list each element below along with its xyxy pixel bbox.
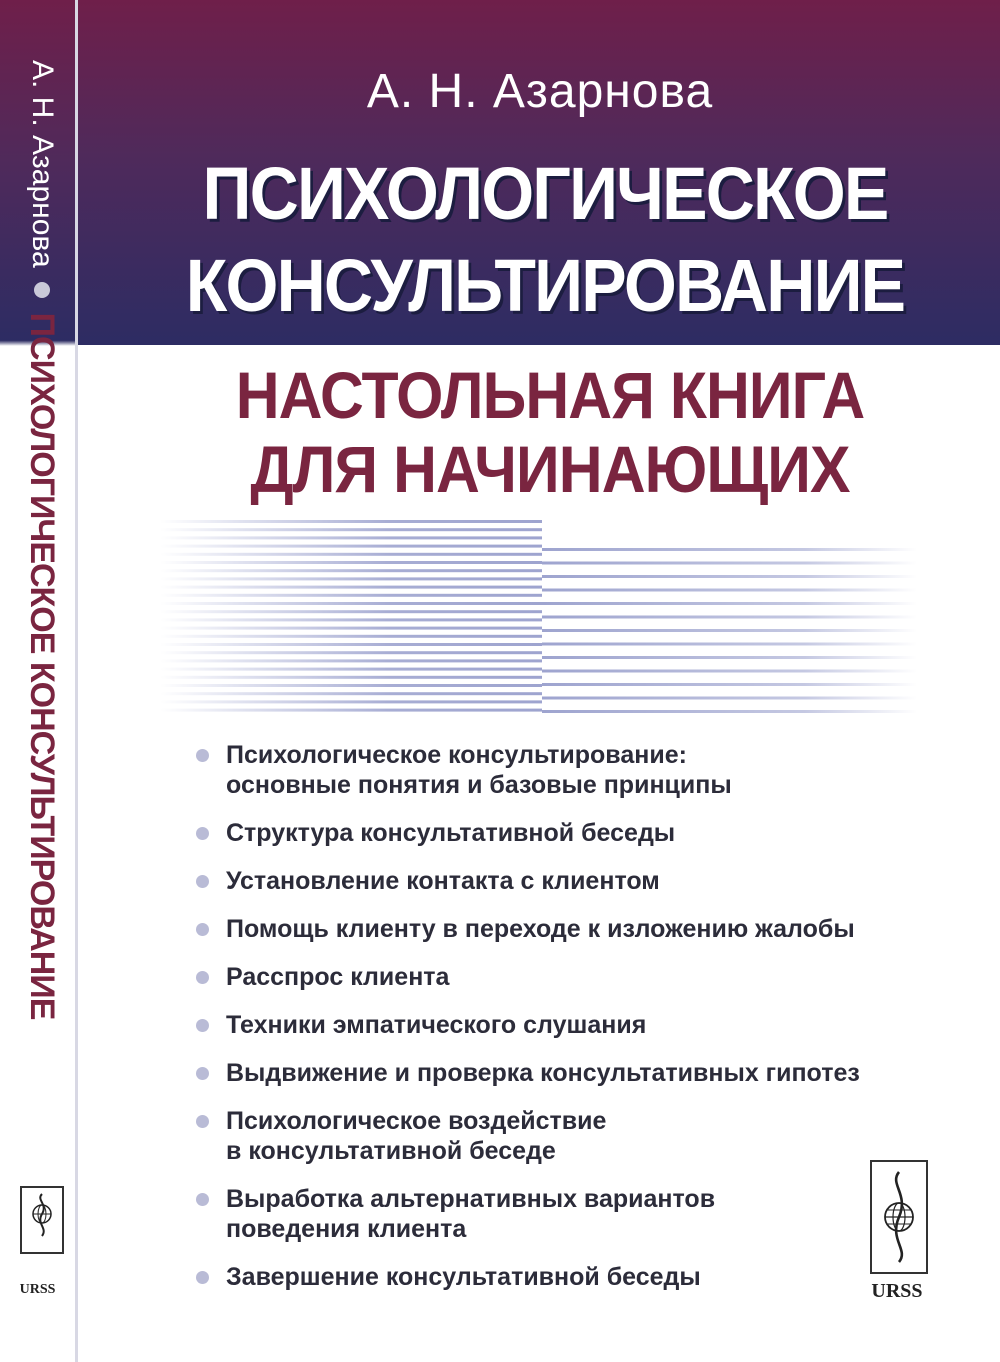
stripe-right (542, 710, 917, 713)
author-name: А. Н. Азарнова (366, 65, 714, 118)
bullet-dot-icon (196, 971, 209, 984)
contents-list (190, 740, 930, 1310)
stripe-left (160, 586, 542, 589)
stripe-right (542, 562, 917, 565)
stripe-left (160, 651, 542, 654)
spine-title: ПСИХОЛОГИЧЕСКОЕ КОНСУЛЬТИРОВАНИЕ (23, 312, 61, 1020)
book-spine (0, 0, 78, 1362)
stripe-right (542, 589, 917, 592)
contents-item-line-2: в консультативной беседе (226, 1137, 556, 1165)
bullet-dot-icon (196, 1115, 209, 1128)
stripe-left (160, 528, 542, 531)
stripe-left (160, 684, 542, 687)
book-title (163, 148, 927, 332)
bullet-dot-icon (196, 875, 209, 888)
contents-item-line-1: Расспрос клиента (226, 963, 450, 991)
bullet-dot-icon (196, 749, 209, 762)
urss-globe-icon (22, 1188, 62, 1252)
stripe-left (160, 553, 542, 556)
stripe-left (160, 545, 542, 548)
contents-item (190, 1106, 930, 1166)
stripe-left (160, 659, 542, 662)
contents-item-line-2: основные понятия и базовые принципы (226, 771, 732, 799)
decorative-stripes (160, 520, 920, 725)
stripe-right (542, 602, 917, 605)
contents-item-line-1: Психологическое консультирование: (226, 741, 687, 769)
stripe-left (160, 577, 542, 580)
contents-item-line-1: Завершение консультативной беседы (226, 1263, 701, 1291)
contents-item-line-1: Выработка альтернативных вариантов (226, 1185, 716, 1213)
stripe-left (160, 692, 542, 695)
stripe-left (160, 569, 542, 572)
contents-item-line-2: поведения клиента (226, 1215, 467, 1243)
stripe-left (160, 602, 542, 605)
stripe-right (542, 670, 917, 673)
stripe-left (160, 709, 542, 712)
book-subtitle (164, 358, 937, 506)
stripe-left (160, 635, 542, 638)
contents-item-line-1: Установление контакта с клиентом (226, 867, 660, 895)
publisher-logo-text: URSS (871, 1280, 923, 1302)
stripe-right (542, 643, 917, 646)
contents-item (190, 1262, 930, 1292)
stripe-right (542, 697, 917, 700)
spine-text (22, 60, 61, 1019)
stripe-right (542, 629, 917, 632)
title-line-2: КОНСУЛЬТИРОВАНИЕ (185, 244, 905, 327)
stripe-left (160, 610, 542, 613)
stripe-left (160, 676, 542, 679)
stripe-right (542, 656, 917, 659)
stripe-left (160, 594, 542, 597)
contents-item (190, 740, 930, 800)
stripe-right (542, 683, 917, 686)
contents-item-line-1: Структура консультативной беседы (226, 819, 676, 847)
stripe-left (160, 668, 542, 671)
stripe-right (542, 548, 917, 551)
urss-globe-icon (872, 1162, 926, 1272)
contents-item (190, 818, 930, 848)
subtitle-line-1: НАСТОЛЬНАЯ КНИГА (235, 358, 865, 432)
contents-item (190, 914, 930, 944)
contents-item (190, 866, 930, 896)
spine-separator-dot (34, 282, 50, 298)
contents-item (190, 962, 930, 992)
contents-item (190, 1184, 930, 1244)
bullet-dot-icon (196, 1271, 209, 1284)
bullet-dot-icon (196, 1019, 209, 1032)
contents-item-line-1: Техники эмпатического слушания (226, 1011, 647, 1039)
stripe-right (542, 616, 917, 619)
stripe-left (160, 618, 542, 621)
contents-item-line-1: Психологическое воздействие (226, 1107, 607, 1135)
spine-author: А. Н. Азарнова (26, 60, 59, 268)
spine-logo-text: URSS (19, 1282, 56, 1297)
stripe-left (160, 536, 542, 539)
stripe-left (160, 627, 542, 630)
stripe-right (542, 575, 917, 578)
bullet-dot-icon (196, 1067, 209, 1080)
stripe-left (160, 561, 542, 564)
spine-publisher-logo (20, 1186, 64, 1254)
bullet-dot-icon (196, 1193, 209, 1206)
stripe-left (160, 643, 542, 646)
title-line-1: ПСИХОЛОГИЧЕСКОЕ (202, 152, 888, 235)
publisher-logo (870, 1160, 928, 1274)
contents-item-line-1: Выдвижение и проверка консультативных гипотез (226, 1059, 860, 1087)
contents-item-line-1: Помощь клиенту в переходе к изложению жалобы (226, 915, 855, 943)
subtitle-line-2: ДЛЯ НАЧИНАЮЩИХ (250, 432, 850, 506)
stripe-left (160, 700, 542, 703)
stripe-left (160, 520, 542, 523)
contents-item (190, 1010, 930, 1040)
bullet-dot-icon (196, 923, 209, 936)
contents-item (190, 1058, 930, 1088)
bullet-dot-icon (196, 827, 209, 840)
